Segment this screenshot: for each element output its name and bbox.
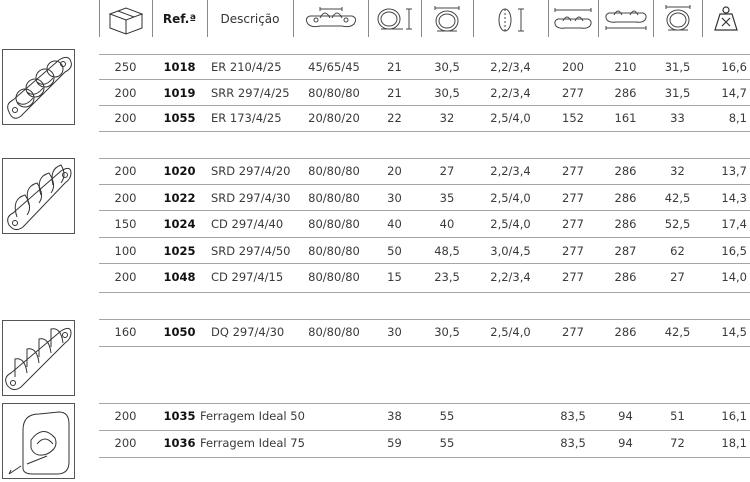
weight-icon xyxy=(702,0,750,37)
quantity-cell: 200 xyxy=(114,190,137,205)
description-cell: CD 297/4/40 xyxy=(211,217,284,231)
spacing-cell: 80/80/80 xyxy=(308,85,360,100)
spacing-cell: 80/80/80 xyxy=(308,190,360,205)
spacing-cell xyxy=(300,430,368,456)
length-cell: 277 xyxy=(562,190,584,205)
length-cell: 277 xyxy=(562,270,584,284)
row-divider xyxy=(99,292,750,293)
ref-cell: 1019 xyxy=(163,85,196,100)
width-cell: 94 xyxy=(618,409,633,423)
spacing-cell: 80/80/80 xyxy=(308,243,360,258)
ring-cell: 32 xyxy=(670,164,685,178)
quantity-cell: 150 xyxy=(114,217,137,231)
length-cell: 277 xyxy=(562,325,584,339)
weight-cell: 17,4 xyxy=(721,217,747,231)
description-cell: DQ 297/4/30 xyxy=(211,325,285,339)
height-cell: 40 xyxy=(387,217,402,231)
row-divider xyxy=(99,346,750,347)
wire-cell: 2,2/3,4 xyxy=(490,164,531,178)
quantity-cell: 200 xyxy=(114,409,137,423)
quantity-cell: 200 xyxy=(114,85,137,100)
quantity-cell: 160 xyxy=(114,325,137,339)
ring-cell: 27 xyxy=(670,270,685,284)
wire-cell xyxy=(473,430,548,456)
spacing-cell: 20/80/20 xyxy=(308,111,360,125)
diameter-cell: 35 xyxy=(439,190,455,205)
width-cell: 286 xyxy=(614,217,637,231)
description-cell: CD 297/4/15 xyxy=(211,270,284,284)
box-icon xyxy=(99,0,152,37)
length-cell: 83,5 xyxy=(560,436,586,450)
height-cell: 59 xyxy=(387,436,402,450)
spacing-cell: 45/65/45 xyxy=(308,60,360,74)
length-cell: 277 xyxy=(562,217,584,231)
description-cell: SRR 297/4/25 xyxy=(211,85,290,100)
width-cell: 287 xyxy=(614,243,637,258)
diameter-cell: 30,5 xyxy=(434,325,460,339)
wire-cell xyxy=(473,403,548,429)
ring-diameter-icon xyxy=(653,0,702,37)
ring-cell: 72 xyxy=(670,436,685,450)
ref-cell: 1035 xyxy=(163,409,196,423)
ring-cell: 51 xyxy=(670,409,685,423)
quantity-cell: 200 xyxy=(114,164,137,178)
diameter-cell: 48,5 xyxy=(434,243,460,258)
ref-cell: 1020 xyxy=(163,164,196,178)
ring-cell: 31,5 xyxy=(664,60,691,74)
quantity-cell: 250 xyxy=(114,60,137,74)
coil-diameter-icon xyxy=(421,0,473,37)
weight-cell: 16,1 xyxy=(721,409,747,423)
weight-cell: 16,5 xyxy=(721,243,747,258)
weight-cell: 14,7 xyxy=(721,85,747,100)
ref-cell: 1022 xyxy=(163,190,196,205)
ref-cell: 1025 xyxy=(163,243,196,258)
wire-cell: 2,5/4,0 xyxy=(490,217,531,231)
weight-cell: 8,1 xyxy=(728,111,747,125)
spiral-binding-4-rings-image xyxy=(2,158,75,234)
weight-cell: 18,1 xyxy=(721,436,747,450)
length-cell: 277 xyxy=(562,85,584,100)
spacing-cell: 80/80/80 xyxy=(308,270,360,284)
wire-cell: 3,0/4,5 xyxy=(490,243,531,258)
weight-cell: 13,7 xyxy=(721,164,747,178)
width-cell: 286 xyxy=(614,270,637,284)
ref-header: Ref.ª xyxy=(162,11,197,26)
description-cell: ER 210/4/25 xyxy=(211,60,282,74)
clip-length-icon xyxy=(548,0,598,37)
description-cell: SRD 297/4/50 xyxy=(211,243,291,258)
quantity-cell: 200 xyxy=(114,111,137,125)
quantity-cell: 200 xyxy=(114,270,137,284)
row-divider xyxy=(99,131,750,132)
width-cell: 210 xyxy=(614,60,637,74)
wire-cell: 2,5/4,0 xyxy=(490,190,531,205)
ring-cell: 52,5 xyxy=(664,217,691,231)
description-cell: ER 173/4/25 xyxy=(211,111,282,125)
ref-cell: 1050 xyxy=(163,325,196,339)
spiral-binding-d-rings-image xyxy=(2,320,75,396)
ring-cell: 31,5 xyxy=(664,85,691,100)
weight-cell: 14,0 xyxy=(721,270,747,284)
diameter-cell: 30,5 xyxy=(434,60,460,74)
spiral-binding-4-coils-image xyxy=(2,49,75,125)
length-cell: 277 xyxy=(562,243,584,258)
description-cell: Ferragem Ideal 50 xyxy=(200,409,305,423)
width-cell: 286 xyxy=(614,325,637,339)
quantity-cell: 200 xyxy=(114,436,137,450)
length-cell: 200 xyxy=(562,60,584,74)
spacing-cell: 80/80/80 xyxy=(308,217,360,231)
ref-cell: 1024 xyxy=(163,217,196,231)
ring-cell: 42,5 xyxy=(664,325,691,339)
clip-width-icon xyxy=(598,0,653,37)
wire-cell: 2,5/4,0 xyxy=(490,111,531,125)
description-header: Descrição xyxy=(220,11,280,26)
height-cell: 38 xyxy=(387,409,402,423)
height-cell: 30 xyxy=(387,190,402,205)
spacing-cell: 80/80/80 xyxy=(308,164,360,178)
wire-cell: 2,2/3,4 xyxy=(490,60,531,74)
ref-cell: 1018 xyxy=(163,60,196,74)
wire-oval-icon xyxy=(473,0,548,37)
height-cell: 21 xyxy=(387,60,402,74)
width-cell: 286 xyxy=(614,190,637,205)
diameter-cell: 55 xyxy=(439,436,455,450)
diameter-cell: 30,5 xyxy=(434,85,460,100)
ring-cell: 33 xyxy=(670,111,685,125)
ref-cell: 1036 xyxy=(163,436,196,450)
width-cell: 94 xyxy=(618,436,633,450)
coil-height-icon xyxy=(368,0,421,37)
height-cell: 50 xyxy=(387,243,402,258)
height-cell: 22 xyxy=(387,111,402,125)
width-cell: 286 xyxy=(614,85,637,100)
diameter-cell: 32 xyxy=(439,111,455,125)
length-cell: 277 xyxy=(562,164,584,178)
clip-spacing-icon xyxy=(293,0,368,37)
height-cell: 20 xyxy=(387,164,402,178)
width-cell: 286 xyxy=(614,164,637,178)
diameter-cell: 23,5 xyxy=(434,270,460,284)
row-divider xyxy=(99,457,750,458)
diameter-cell: 40 xyxy=(439,217,455,231)
diameter-cell: 55 xyxy=(439,409,455,423)
description-cell: SRD 297/4/20 xyxy=(211,164,291,178)
ref-cell: 1048 xyxy=(163,270,196,284)
wire-cell: 2,2/3,4 xyxy=(490,85,531,100)
quantity-cell: 100 xyxy=(114,243,137,258)
spacing-cell xyxy=(300,403,368,429)
ring-cell: 62 xyxy=(670,243,685,258)
ref-cell: 1055 xyxy=(163,111,196,125)
height-cell: 15 xyxy=(387,270,402,284)
wire-cell: 2,5/4,0 xyxy=(490,325,531,339)
height-cell: 30 xyxy=(387,325,402,339)
weight-cell: 14,3 xyxy=(721,190,747,205)
width-cell: 161 xyxy=(614,111,637,125)
height-cell: 21 xyxy=(387,85,402,100)
wire-cell: 2,2/3,4 xyxy=(490,270,531,284)
ring-cell: 42,5 xyxy=(664,190,691,205)
description-cell: SRD 297/4/30 xyxy=(211,190,291,205)
length-cell: 152 xyxy=(562,111,584,125)
ideal-binder-hardware-image xyxy=(2,403,75,479)
spacing-cell: 80/80/80 xyxy=(308,325,360,339)
description-cell: Ferragem Ideal 75 xyxy=(200,436,305,450)
diameter-cell: 27 xyxy=(439,164,455,178)
length-cell: 83,5 xyxy=(560,409,586,423)
weight-cell: 14,5 xyxy=(721,325,747,339)
weight-cell: 16,6 xyxy=(721,60,747,74)
